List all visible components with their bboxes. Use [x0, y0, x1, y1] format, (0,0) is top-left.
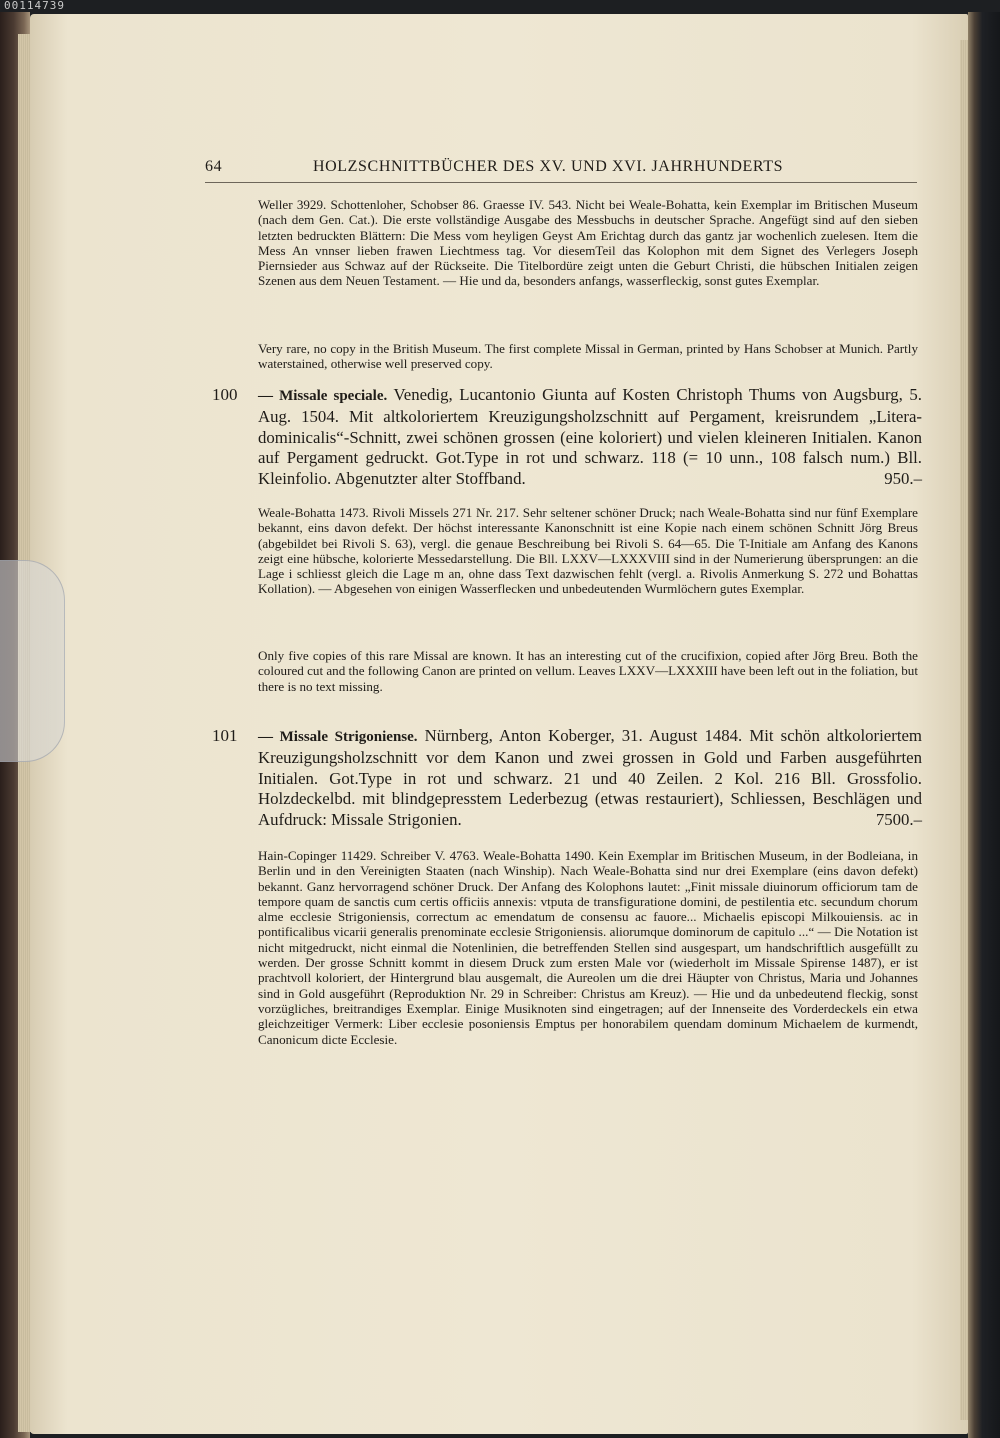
weller-note-german: Weller 3929. Schottenloher, Schobser 86. Graesse IV. 543. Nicht bei Weale-Bohatta, kein Exemplar im Britischen Museum (nach dem Gen. Cat.). Die erste vollständige Ausgabe des Messbuchs in deutscher Sprache. Angefügt sind auf den sieben letzten bedruckten Blättern: Die Mess vom heyligen Geyst Am Erichtag durch das gantz jar wochenlich zuelesen. Item die Mess An vnnser lieben frawen Liechtmess tag. Vor diesemTeil das Kolophon mit dem Signet des Verlegers Joseph Piernsieder aus Schwaz auf der Rückseite. Die Titelbordüre zeigt unten die Geburt Christi, die hübschen Initialen zeigen Szenen aus dem Neuen Testament. — Hie und da, besonders anfangs, wasserfleckig, sonst gutes Exemplar. — [258, 197, 918, 289]
entry-price: 7500.– — [875, 810, 922, 830]
plastic-bookmark-clip — [0, 560, 65, 762]
weller-note-english: Very rare, no copy in the British Museum. The first complete Missal in German, printed by Hans Schobser at Munich. Partly waterstained, otherwise well preserved copy. — [258, 341, 918, 372]
page-header — [205, 158, 917, 183]
entry-price: 950.– — [884, 469, 922, 489]
entry-description: Venedig, Lucantonio Giunta auf Kosten Christoph Thums von Augsburg, 5. Aug. 1504. Mit altkoloriertem Kreuzigungsholzschnitt auf Pergament, kreisrundem „Litera-dominicalis“-Schnitt, zwei schönen grossen (eine koloriert) und vielen kleineren Initialen. Kanon auf Pergament gedruckt. Got.Type in rot und schwarz. 118 (= 10 unn., 108 falsch num.) Bll. Kleinfolio. Abgenutzter alter Stoffband. — [258, 385, 922, 489]
running-title: HOLZSCHNITTBÜCHER DES XV. UND XVI. JAHRHUNDERTS — [313, 158, 784, 175]
entry-number: 101 — [212, 726, 238, 745]
entry-title: — Missale Strigoniense. — [258, 729, 418, 745]
entry-101-note-german: Hain-Copinger 11429. Schreiber V. 4763. Weale-Bohatta 1490. Kein Exemplar im Britischen Museum, in der Bodleiana, in Berlin und in den Vereinigten Staaten (nach Winship). Nach Weale-Bohatta sind nur drei Exemplare (eins davon defekt) bekannt. Ganz hervorragend schöner Druck. Der Anfang des Kolophons lautet: „Finit missale diuinorum officiorum tam de tempore quam de sanctis cum certis officiis annexis: vtputa de transfiguratione domini, de pestilentia etc. secundum chorum alme ecclesie Strigoniensis, correctum ac emendatum de consensu ac fauore... Michaelis episcopi Milkouiensis. ac in pontificalibus vicarii generalis prenominate ecclesie Strigoniensis. aliorumque dominorum de capitulo ...“ — Die Notation ist nicht mitgedruckt, nicht einmal die Notenlinien, die betreffenden Stellen sind ausgespart, um handschriftlich ausgefüllt zu werden. Der grosse Schnitt kommt in diesem Druck zum ersten Male vor (wiederholt im Missale Spirense 1487), er ist prachtvoll koloriert, der Hintergrund blau ausgemalt, die Aureolen um die drei Häupter von Christus, Maria und Johannes sind in Gold ausgeführt (Reproduktion Nr. 29 in Schreiber: Christus am Kreuz). — Hie und da unbedeutend fleckig, sonst vorzügliches, breitrandiges Exemplar. Einige Musiknoten sind eingetragen; auf der Innenseite des Vorderdeckels ein etwa gleichzeitiger Vermerk: Liber ecclesie posoniensis Emptus per honorabilem quendam dominum Michaelem de kurmendt, Canonicum dicte Ecclesie. — [258, 848, 918, 1047]
entry-body — [258, 726, 922, 831]
entry-title: — Missale speciale. — [258, 388, 388, 404]
scan-label: 00114739 — [4, 0, 65, 12]
entry-body — [258, 385, 922, 490]
page-content — [30, 0, 968, 1438]
book-cover-right — [968, 12, 1000, 1438]
page-number: 64 — [205, 158, 223, 175]
entry-number: 100 — [212, 385, 238, 404]
entry-100-note-english: Only five copies of this rare Missal are known. It has an interesting cut of the crucifixion, copied after Jörg Breu. Both the coloured cut and the following Canon are printed on vellum. Leaves LXXV—LXXXIII have been left out in the foliation, but there is no text missing. — [258, 648, 918, 694]
entry-100-note-german: Weale-Bohatta 1473. Rivoli Missels 271 Nr. 217. Sehr seltener schöner Druck; nach Weale-Bohatta sind nur fünf Exemplare bekannt, eins davon defekt. Der höchst interessante Kanonschnitt ist eine Kopie nach einem schönen Schnitt Jörg Breus (abgebildet bei Rivoli S. 63), vergl. die genaue Beschreibung bei Rivoli S. 64—65. Die T-Initiale am Anfang des Kanons zeigt eine hübsche, kolorierte Messedarstellung. Die Bll. LXXV—LXXXVIII sind in der Numerierung übersprungen: an die Lage i schliesst gleich die Lage m an, ohne dass Text dazwischen fehlt (vergl. a. Rivolis Anmerkung S. 272 und Bohattas Kollation). — Abgesehen von einigen Wasserflecken und unbedeutenden Wurmlöchern gutes Exemplar. — [258, 505, 918, 597]
entry-description: Nürnberg, Anton Koberger, 31. August 1484. Mit schön altkoloriertem Kreuzigungsholzschnitt vor dem Kanon und zwei grossen in Gold und Farben ausgeführten Initialen. Got.Type in rot und schwarz. 21 und 40 Zeilen. 2 Kol. 216 Bll. Grossfolio. Holzdeckelbd. mit blindgepresstem Lederbezug (etwas restauriert), Schliessen, Beschlägen und Aufdruck: Missale Strigonien. — [258, 726, 922, 830]
